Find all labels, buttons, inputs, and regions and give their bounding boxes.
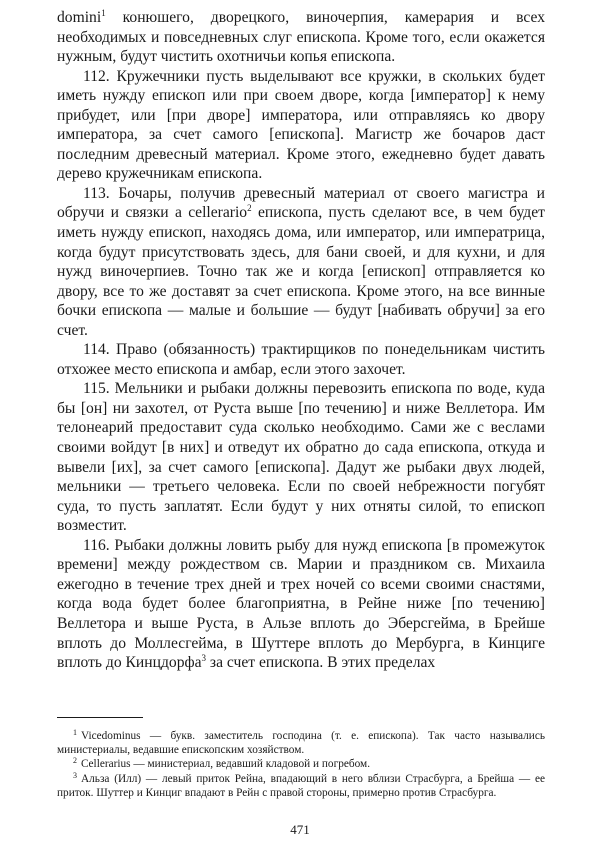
paragraph-text: 113. Бочары, получив древесный материал от своего магистра и обручи и связки а cellerario — [57, 184, 545, 222]
paragraph-continued — [57, 8, 545, 67]
footnote-ref[interactable]: 2 — [247, 203, 252, 214]
paragraph-text: 116. Рыбаки должны ловить рыбу для нужд епископа [в промежуток времени] между рождеством св. Марии и праздником св. Михаила ежегодно в течение трех дней и трех ночей со всеми своими снастями, когда вода будет более благоприятна, в Рейне ниже [по течению] Веллетора и выше Руста, в Альзе вплоть до Эберсгейма, в Брейше вплоть до Моллесгейма, в Шуттере вплоть до Мербурга, в Кинциге вплоть до Кинцдорфа — [57, 536, 545, 672]
footnote-text: Cellerarius — министериал, ведавший кладовой и погребом. — [81, 758, 371, 771]
footnote-ref[interactable]: 1 — [101, 8, 106, 18]
page-number: 471 — [290, 822, 310, 837]
footnote-2 — [57, 757, 545, 771]
footnote-number: 1 — [73, 728, 77, 737]
footnote-text: Альза (Илл) — левый приток Рейна, впадающий в него вблизи Страсбурга, а Брейша — ее приток. Шуттер и Кинциг впадают в Рейн с правой стороны, примерно против Страсбурга. — [57, 772, 545, 799]
paragraph-text: domini — [57, 9, 102, 26]
footnotes — [57, 729, 545, 800]
footnote-1 — [57, 729, 545, 757]
paragraph-115: 115. Мельники и рыбаки должны перевозить епископа по воде, куда бы [он] ни захотел, от Руста выше [по течению] и ниже Веллетора. Им телонеарий предоставит суда сколько необходимо. Сами же с веслами своими войдут [в них] и отведут их обратно до сада епископа, откуда и вывели [их], за счет самого [епископа]. Дадут же рыбаки двух людей, мельники — третьего человека. Если по своей небрежности погубят суда, то пусть заплатят. Если будут у них отняты силой, то епископ возместит. — [57, 380, 545, 535]
paragraph-text: за счет епископа. В этих пределах — [206, 654, 436, 672]
paragraph-113 — [57, 184, 545, 340]
page-body — [57, 8, 545, 673]
paragraph-text: епископа, пусть сделают все, в чем будет иметь нужду епископ, находясь дома, или император, или императрица, когда будут присутствовать здесь, для бани своей, и для кухни, и для нужд виночерпиев. Точно так же и когда [епископ] отправляется ко двору, все то же доставят за счет епископа. Кроме этого, на все винные бочки епископа — малые и большие — будут [набивать обручи] за его счет. — [57, 204, 545, 339]
paragraph-116 — [57, 536, 545, 673]
footnote-number: 2 — [73, 756, 77, 766]
footnote-separator — [57, 717, 143, 718]
footnote-3 — [57, 772, 545, 800]
paragraph-112: 112. Кружечники пусть выделывают все кружки, в скольких будет иметь нужду епископ или при своем дворе, когда [император] к нему прибудет, или [при дворе] императора, или отправляясь ко двору императора, за счет самого [епископа]. Магистр же бочаров даст последним древесный материал. Кроме этого, ежедневно будет давать дерево кружечникам епископа. — [57, 67, 545, 183]
paragraph-text: конюшего, дворецкого, виночерпия, камерария и всех необходимых и повседневных слуг епископа. Кроме того, если окажется нужным, будут чистить охотничьи копья епископа. — [57, 9, 545, 66]
footnote-text: Vicedominus — букв. заместитель господина (т. е. епископа). Так часто назывались министериалы, ведавшие епископским хозяйством. — [57, 730, 545, 757]
footnote-ref[interactable]: 3 — [201, 653, 207, 664]
paragraph-114: 114. Право (обязанность) трактирщиков по понедельникам чистить отхожее место епископа и амбар, если этого захочет. — [57, 341, 545, 378]
footnote-number: 3 — [73, 770, 77, 780]
